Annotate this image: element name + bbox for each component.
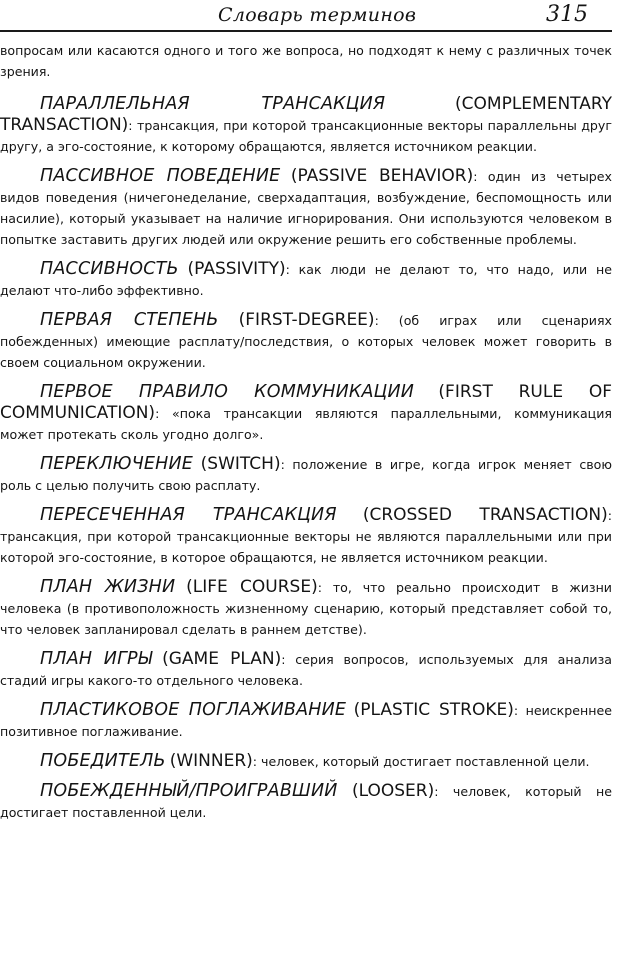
entry-english: (PASSIVE BEHAVIOR)	[290, 166, 474, 186]
entry-english: (COMPLEMENTARY TRANSACTION)	[0, 94, 612, 135]
entry-english: (GAME PLAN)	[162, 649, 282, 669]
entry-definition: : серия вопросов, используемых для анализа стадий игры какого-то отдельного человека.	[0, 652, 612, 688]
entry-english: (PASSIVITY)	[187, 259, 286, 279]
glossary-entry	[0, 649, 612, 691]
entry-term: ПЕРЕСЕЧЕННАЯ ТРАНСАКЦИЯ	[40, 505, 337, 525]
glossary-entry	[0, 94, 612, 157]
entry-definition: : положение в игре, когда игрок меняет свою роль с целью получить свою расплату.	[0, 457, 612, 493]
entry-term: ПЛАСТИКОВОЕ ПОГЛАЖИВАНИЕ	[40, 700, 347, 720]
glossary-entry	[0, 259, 612, 301]
glossary-entry	[0, 700, 612, 742]
entry-english: (LOOSER)	[352, 781, 435, 801]
entry-term: ПЛАН ИГРЫ	[40, 649, 153, 669]
glossary-entry	[0, 505, 612, 568]
entry-english: (PLASTIC STROKE)	[353, 700, 514, 720]
entry-term: ПЛАН ЖИЗНИ	[40, 577, 176, 597]
entry-term: ПАССИВНОЕ ПОВЕДЕНИЕ	[40, 166, 281, 186]
entry-term: ПЕРВАЯ СТЕПЕНЬ	[40, 310, 219, 330]
entry-english: (FIRST-DEGREE)	[238, 310, 375, 330]
entry-definition: : «пока трансакции являются параллельными, коммуникация может протекать сколь угодно долго».	[0, 406, 612, 442]
entry-english: (WINNER)	[169, 751, 253, 771]
glossary-entry	[0, 310, 612, 373]
entry-definition: : как люди не делают то, что надо, или не делают что-либо эффективно.	[0, 262, 612, 298]
entry-english: (SWITCH)	[200, 454, 281, 474]
entry-english: (LIFE COURSE)	[186, 577, 318, 597]
entry-term: ПАССИВНОСТЬ	[40, 259, 179, 279]
entry-term: ПОБЕЖДЕННЫЙ/ПРОИГРАВШИЙ	[40, 781, 338, 801]
glossary-entry	[0, 751, 612, 772]
entry-definition: : один из четырех видов поведения (ничегонеделание, сверхадаптация, возбуждение, беспомощность или насилие), который указывает на наличие игнорирования. Они используются человеком в попытке заставить других людей или окружение решить его собственные проблемы.	[0, 169, 612, 247]
glossary-entry	[0, 454, 612, 496]
page-number: 315	[546, 2, 588, 27]
entry-term: ПАРАЛЛЕЛЬНАЯ ТРАНСАКЦИЯ	[40, 94, 386, 114]
entry-definition: : то, что реально происходит в жизни человека (в противоположность жизненному сценарию, который представляет собой то, что человек запланировал сделать в раннем детстве).	[0, 580, 612, 637]
glossary-entry	[0, 382, 612, 445]
header-rule	[0, 30, 612, 32]
page-header	[0, 0, 620, 38]
entry-term: ПЕРВОЕ ПРАВИЛО КОММУНИКАЦИИ	[40, 382, 415, 402]
entry-definition: : трансакция, при которой трансакционные векторы параллельны друг другу, а эго-состояние, к которому обращаются, является источником реакции.	[0, 118, 612, 154]
entry-definition: : неискреннее позитивное поглаживание.	[0, 703, 612, 739]
glossary-entry	[0, 781, 612, 823]
running-title: Словарь терминов	[218, 4, 417, 26]
entry-english: (CROSSED TRANSACTION)	[362, 505, 608, 525]
entry-definition: : трансакция, при которой трансакционные векторы не являются параллельными или при которой эго-состояние, в которое обращаются, не является источником реакции.	[0, 508, 612, 565]
entry-definition: : человек, который достигает поставленной цели.	[252, 754, 590, 769]
entry-definition: : человек, который не достигает поставленной цели.	[0, 784, 612, 820]
lead-paragraph: вопросам или касаются одного и того же вопроса, но подходят к нему с различных точек зрения.	[0, 43, 612, 79]
entry-english: (FIRST RULE OF COMMUNICATION)	[0, 382, 612, 423]
glossary-entry	[0, 166, 612, 250]
entry-term: ПОБЕДИТЕЛЬ	[40, 751, 166, 771]
entry-definition: : (об играх или сценариях побежденных) имеющие расплату/последствия, о которых человек может говорить в своем социальном окружении.	[0, 313, 612, 370]
glossary-body	[0, 40, 612, 823]
glossary-entry	[0, 577, 612, 640]
entry-term: ПЕРЕКЛЮЧЕНИЕ	[40, 454, 194, 474]
